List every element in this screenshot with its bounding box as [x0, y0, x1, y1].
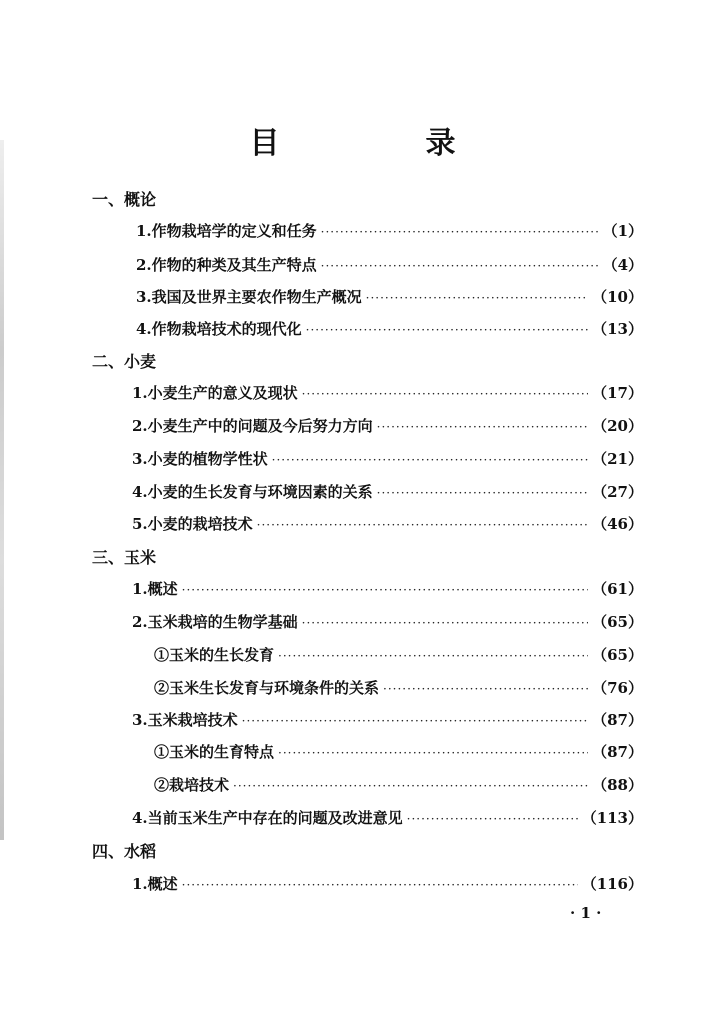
entry-page: （88）	[592, 776, 643, 794]
toc-entry[interactable]	[136, 318, 643, 340]
toc-entry[interactable]	[136, 254, 643, 276]
dot-leader	[306, 319, 588, 341]
toc-entry[interactable]	[132, 578, 643, 600]
entry-page: （1）	[602, 222, 643, 240]
toc-entry[interactable]	[132, 382, 643, 404]
entry-label: 5.小麦的栽培技术	[132, 515, 253, 533]
dot-leader	[182, 579, 588, 601]
dot-leader	[278, 742, 588, 764]
toc-entry[interactable]	[132, 611, 643, 633]
page-number-footer: · 1 ·	[570, 904, 602, 922]
entry-label: ②玉米生长发育与环境条件的关系	[154, 679, 380, 697]
section-heading: 一、概论	[92, 190, 157, 209]
entry-page: （20）	[592, 417, 643, 435]
entry-page: （76）	[592, 679, 643, 697]
entry-label: 1.概述	[132, 580, 178, 598]
toc-entry[interactable]	[132, 513, 643, 535]
section-heading: 三、玉米	[92, 548, 157, 567]
entry-page: （17）	[592, 384, 643, 402]
entry-label: ①玉米的生育特点	[154, 743, 275, 761]
toc-entry[interactable]	[136, 286, 643, 308]
dot-leader	[321, 255, 599, 277]
entry-label: 4.小麦的生长发育与环境因素的关系	[132, 483, 373, 501]
toc-entry[interactable]	[132, 873, 643, 895]
entry-page: （65）	[592, 613, 643, 631]
dot-leader	[182, 874, 578, 896]
entry-page: （87）	[592, 711, 643, 729]
entry-page: （61）	[592, 580, 643, 598]
entry-label: 1.小麦生产的意义及现状	[132, 384, 298, 402]
page-title: 目 录	[249, 126, 514, 161]
toc-entry[interactable]	[154, 677, 643, 699]
toc-entry[interactable]	[154, 644, 643, 666]
dot-leader	[407, 808, 578, 830]
toc-entry[interactable]	[132, 807, 643, 829]
entry-label: 2.小麦生产中的问题及今后努力方向	[132, 417, 373, 435]
entry-label: 1.作物栽培学的定义和任务	[136, 222, 317, 240]
dot-leader	[377, 482, 588, 504]
dot-leader	[383, 678, 588, 700]
dot-leader	[302, 383, 588, 405]
dot-leader	[321, 221, 599, 243]
dot-leader	[377, 416, 588, 438]
section-heading: 二、小麦	[92, 352, 157, 371]
entry-label: 4.作物栽培技术的现代化	[136, 320, 302, 338]
dot-leader	[272, 449, 588, 471]
entry-page: （21）	[592, 450, 643, 468]
entry-page: （65）	[592, 646, 643, 664]
dot-leader	[278, 645, 588, 667]
entry-label: 3.小麦的植物学性状	[132, 450, 268, 468]
dot-leader	[242, 710, 588, 732]
toc-entry[interactable]	[154, 774, 643, 796]
toc-entry[interactable]	[132, 415, 643, 437]
entry-page: （113）	[581, 809, 643, 827]
entry-label: 3.玉米栽培技术	[132, 711, 238, 729]
entry-label: 4.当前玉米生产中存在的问题及改进意见	[132, 809, 403, 827]
toc-entry[interactable]	[136, 220, 643, 242]
section-heading: 四、水稻	[92, 842, 157, 861]
dot-leader	[233, 775, 588, 797]
entry-label: 2.玉米栽培的生物学基础	[132, 613, 298, 631]
dot-leader	[257, 514, 588, 536]
entry-label: 3.我国及世界主要农作物生产概况	[136, 288, 362, 306]
toc-entry[interactable]	[132, 448, 643, 470]
entry-page: （4）	[602, 256, 643, 274]
entry-page: （27）	[592, 483, 643, 501]
dot-leader	[302, 612, 588, 634]
entry-page: （46）	[592, 515, 643, 533]
entry-page: （116）	[581, 875, 643, 893]
entry-label: ①玉米的生长发育	[154, 646, 275, 664]
toc-entry[interactable]	[132, 709, 643, 731]
toc-entry[interactable]	[154, 741, 643, 763]
entry-label: ②栽培技术	[154, 776, 230, 794]
entry-page: （87）	[592, 743, 643, 761]
toc-entry[interactable]	[132, 481, 643, 503]
entry-page: （10）	[592, 288, 643, 306]
entry-label: 1.概述	[132, 875, 178, 893]
entry-label: 2.作物的种类及其生产特点	[136, 256, 317, 274]
entry-page: （13）	[592, 320, 643, 338]
dot-leader	[366, 287, 588, 309]
